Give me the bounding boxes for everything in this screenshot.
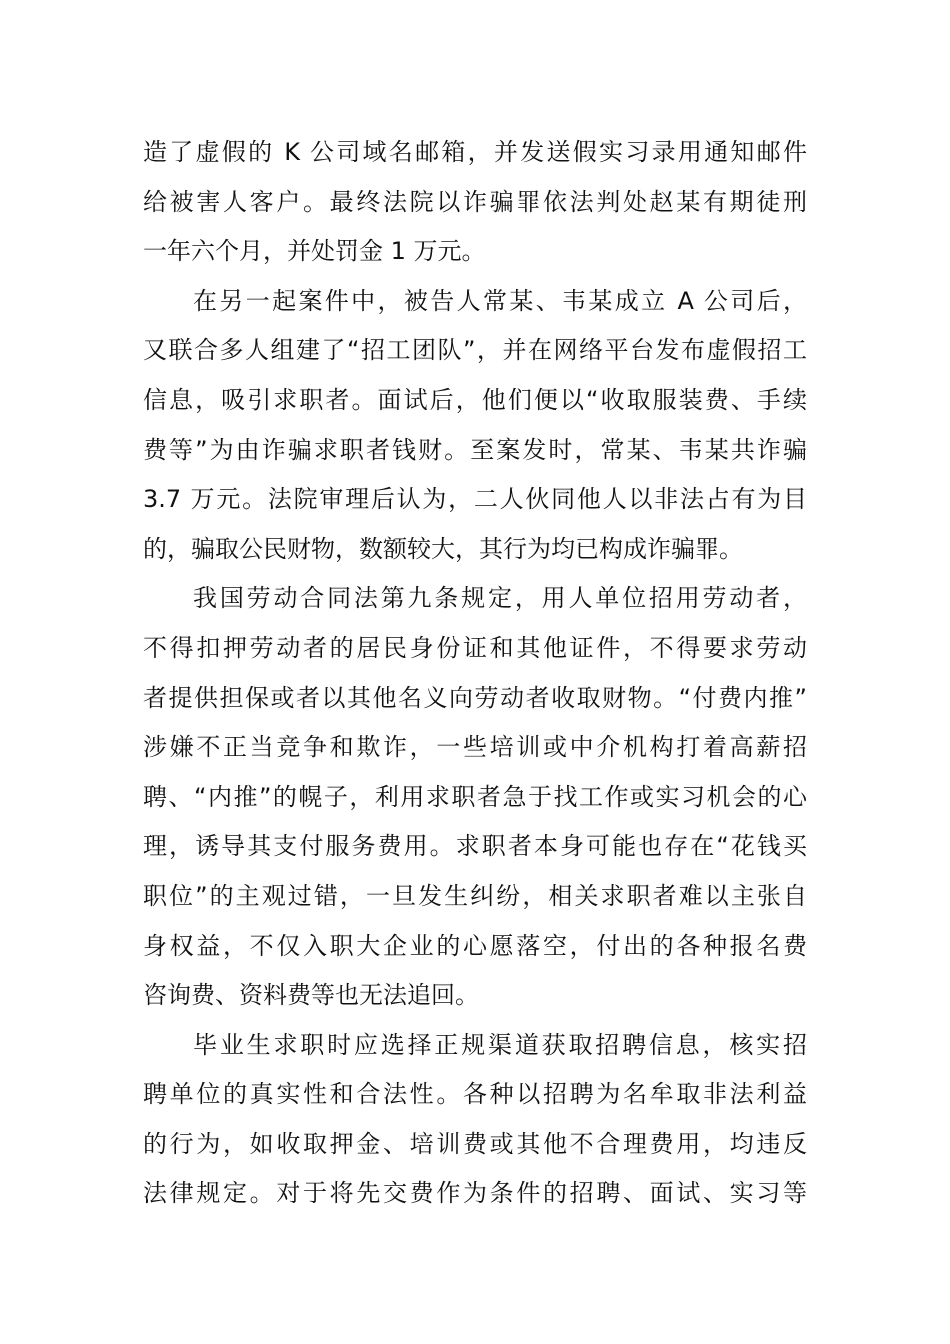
text-line: 造了虚假的 K 公司域名邮箱，并发送假实习录用通知邮件 xyxy=(143,138,807,166)
text-line: 不得扣押劳动者的居民身份证和其他证件，不得要求劳动 xyxy=(143,633,807,662)
article-body xyxy=(143,128,807,1219)
text-line: 的，骗取公民财物，数额较大，其行为均已构成诈骗罪。 xyxy=(143,534,743,563)
text-line: 法律规定。对于将先交费作为条件的招聘、面试、实习等 xyxy=(143,1179,807,1208)
text-line: 聘、“内推”的幌子，利用求职者急于找工作或实习机会的心 xyxy=(143,782,807,811)
text-line: 的行为，如收取押金、培训费或其他不合理费用，均违反 xyxy=(143,1129,807,1158)
text-line: 聘单位的真实性和合法性。各种以招聘为名牟取非法利益 xyxy=(143,1080,807,1109)
text-line: 信息，吸引求职者。面试后，他们便以“收取服装费、手续 xyxy=(143,385,807,414)
text-line: 者提供担保或者以其他名义向劳动者收取财物。“付费内推” xyxy=(143,683,807,712)
text-line: 给被害人客户。最终法院以诈骗罪依法判处赵某有期徒刑 xyxy=(143,187,807,216)
paragraph-first-line: 毕业生求职时应选择正规渠道获取招聘信息，核实招 xyxy=(193,1030,807,1059)
text-line: 职位”的主观过错，一旦发生纠纷，相关求职者难以主张自 xyxy=(143,881,807,910)
text-line: 涉嫌不正当竞争和欺诈，一些培训或中介机构打着高薪招 xyxy=(143,733,807,762)
paragraph-first-line: 在另一起案件中，被告人常某、韦某成立 A 公司后， xyxy=(193,286,807,315)
text-line: 咨询费、资料费等也无法追回。 xyxy=(143,981,479,1010)
text-line: 3.7 万元。法院审理后认为，二人伙同他人以非法占有为目 xyxy=(143,485,807,514)
text-line: 又联合多人组建了“招工团队”，并在网络平台发布虚假招工 xyxy=(143,336,807,365)
text-line: 一年六个月，并处罚金 1 万元。 xyxy=(143,237,486,266)
paragraph-first-line: 我国劳动合同法第九条规定，用人单位招用劳动者， xyxy=(193,584,807,613)
text-line: 理，诱导其支付服务费用。求职者本身可能也存在“花钱买 xyxy=(143,832,807,861)
text-line: 身权益，不仅入职大企业的心愿落空，付出的各种报名费 xyxy=(143,931,807,960)
text-line: 费等”为由诈骗求职者钱财。至案发时，常某、韦某共诈骗 xyxy=(143,435,807,464)
